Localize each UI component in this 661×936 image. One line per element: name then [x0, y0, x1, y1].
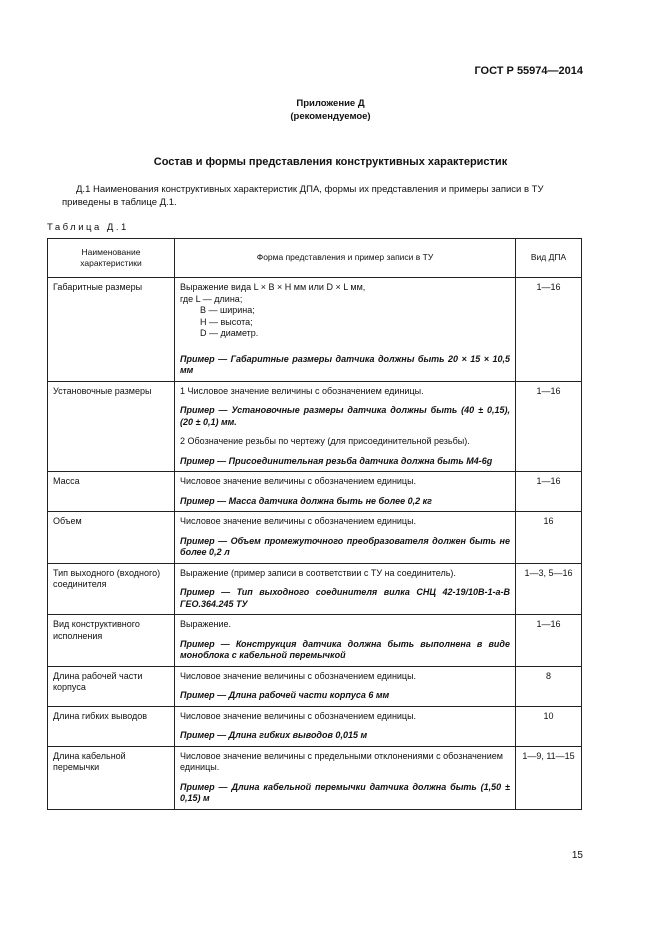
- table-row: [48, 512, 582, 564]
- characteristics-table: [47, 238, 582, 810]
- header-form: Форма представления и пример записи в ТУ: [175, 239, 516, 278]
- row-text: Числовое значение величины с обозначением единицы.: [180, 516, 417, 526]
- row-text: Числовое значение величины с обозначением единицы.: [180, 670, 417, 681]
- row-type: 1—16: [516, 381, 582, 472]
- table-row: [48, 563, 582, 615]
- row-example: Пример — Длина гибких выводов 0,015 м: [180, 730, 368, 740]
- row-form: [175, 615, 516, 667]
- row-name: Масса: [48, 472, 175, 512]
- row-form: [175, 381, 516, 472]
- row-name: Тип выходного (входного) соединителя: [48, 563, 175, 615]
- row-form: [175, 512, 516, 564]
- row-text: Выражение.: [180, 619, 232, 629]
- row-text: Выражение вида L × B × H мм или D × L мм,: [180, 282, 366, 292]
- row-text: Числовое значение величины с обозначением единицы.: [180, 476, 417, 486]
- row-name: Вид конструктивного исполнения: [48, 615, 175, 667]
- row-text-2: 2 Обозначение резьбы по чертежу (для присоединительной резьбы).: [180, 436, 470, 446]
- table-caption: Таблица Д.1: [47, 222, 129, 233]
- row-sub: H — высота;: [200, 316, 253, 327]
- row-type: 1—9, 11—15: [516, 746, 582, 809]
- row-name: Длина рабочей части корпуса: [48, 666, 175, 706]
- row-example: Пример — Объем промежуточного преобразователя должен быть не более 0,2 л: [180, 535, 510, 557]
- row-type: 10: [516, 706, 582, 746]
- table-row: [48, 706, 582, 746]
- row-example: Пример — Габаритные размеры датчика должны быть 20 × 15 × 10,5 мм: [180, 353, 510, 375]
- appendix-subtitle: (рекомендуемое): [290, 111, 371, 122]
- table-header-row: [48, 239, 582, 278]
- row-text: Числовое значение величины с предельными отклонениями с обозначением единицы.: [180, 750, 503, 772]
- row-example: Пример — Тип выходного соединителя вилка СНЦ 42-19/10В-1-а-В ГЕО.364.245 ТУ: [180, 587, 510, 609]
- row-form: [175, 472, 516, 512]
- row-type: 1—3, 5—16: [516, 563, 582, 615]
- appendix-heading: [0, 97, 661, 123]
- page-number: 15: [571, 850, 583, 861]
- table-row: [48, 666, 582, 706]
- row-type: 16: [516, 512, 582, 564]
- row-form: [175, 706, 516, 746]
- header-type: Вид ДПА: [516, 239, 582, 278]
- row-form: [175, 666, 516, 706]
- table-row: [48, 615, 582, 667]
- row-text: Числовое значение величины с обозначением единицы.: [180, 710, 417, 721]
- row-example-2: Пример — Присоединительная резьба датчика должна быть М4-6g: [180, 455, 493, 466]
- table-row: [48, 381, 582, 472]
- row-text: 1 Числовое значение величины с обозначением единицы.: [180, 385, 424, 396]
- row-text: Выражение (пример записи в соответствии с ТУ на соединитель).: [180, 567, 456, 578]
- row-form: [175, 746, 516, 809]
- header-name: Наименование характеристики: [48, 239, 175, 278]
- row-example: Пример — Длина кабельной перемычки датчика должна быть (1,50 ± 0,15) м: [180, 781, 510, 803]
- row-type: 8: [516, 666, 582, 706]
- row-form: [175, 563, 516, 615]
- intro-line-1: Д.1 Наименования конструктивных характеристик ДПА, формы их представления и примеры записи в ТУ: [76, 184, 544, 195]
- row-name: Габаритные размеры: [48, 278, 175, 382]
- row-example: Пример — Длина рабочей части корпуса 6 мм: [180, 690, 390, 700]
- row-sub: где L — длина;: [180, 293, 243, 304]
- row-example: Пример — Конструкция датчика должна быть выполнена в виде моноблока с кабельной перемычкой: [180, 638, 510, 660]
- row-type: 1—16: [516, 472, 582, 512]
- row-type: 1—16: [516, 615, 582, 667]
- section-title: Состав и формы представления конструктивных характеристик: [153, 156, 508, 168]
- row-name: Установочные размеры: [48, 381, 175, 472]
- intro-line-2: приведены в таблице Д.1.: [62, 196, 177, 208]
- table-row: [48, 472, 582, 512]
- appendix-title: Приложение Д: [296, 98, 365, 109]
- row-name: Длина гибких выводов: [48, 706, 175, 746]
- table-row: [48, 278, 582, 382]
- row-example: Пример — Установочные размеры датчика должны быть (40 ± 0,15), (20 ± 0,1) мм.: [180, 405, 510, 427]
- intro-paragraph: [62, 184, 583, 209]
- row-name: Объем: [48, 512, 175, 564]
- standard-number: ГОСТ Р 55974—2014: [474, 65, 583, 77]
- table-row: [48, 746, 582, 809]
- row-form: [175, 278, 516, 382]
- row-name: Длина кабельной перемычки: [48, 746, 175, 809]
- row-example: Пример — Масса датчика должна быть не более 0,2 кг: [180, 495, 432, 506]
- row-sub: D — диаметр.: [200, 328, 259, 338]
- row-type: 1—16: [516, 278, 582, 382]
- row-sub: B — ширина;: [200, 305, 255, 315]
